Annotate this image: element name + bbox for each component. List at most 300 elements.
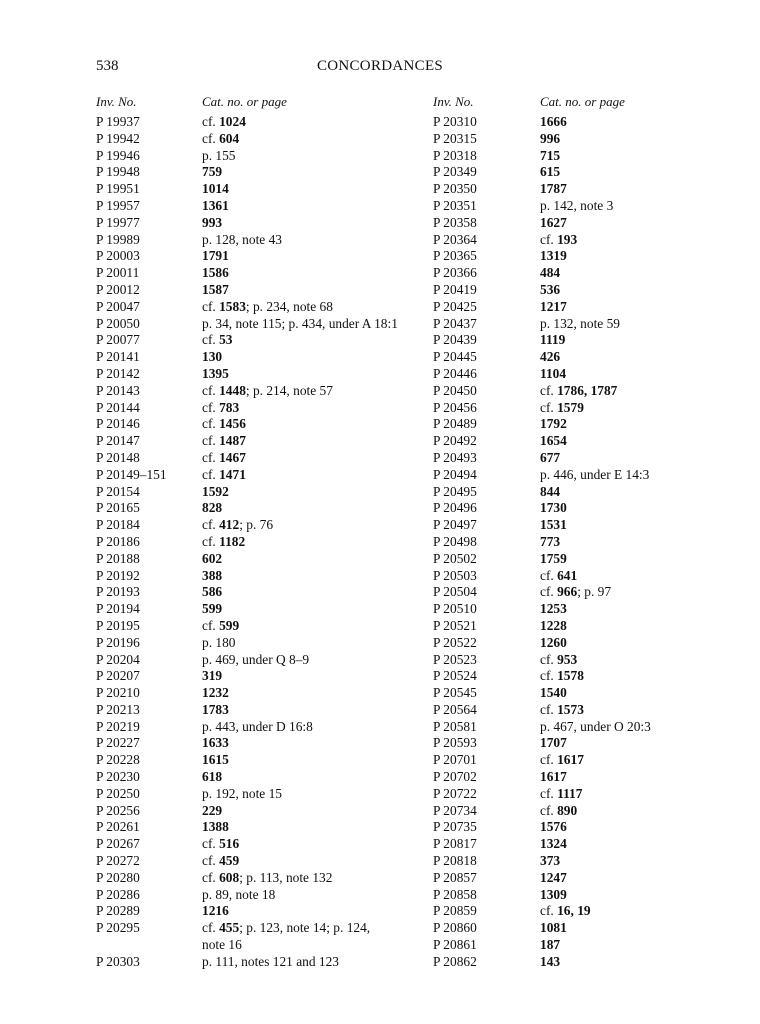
catalogue-reference xyxy=(540,484,703,501)
catalogue-reference xyxy=(202,819,426,836)
concordance-row xyxy=(433,114,703,131)
inventory-number: P 20492 xyxy=(433,433,477,449)
concordance-row xyxy=(433,332,703,349)
right-column xyxy=(433,94,703,971)
catalogue-number: 516 xyxy=(219,836,240,852)
reference-text: p. 192, note 15 xyxy=(202,785,282,801)
concordance-row xyxy=(433,383,703,400)
catalogue-reference xyxy=(540,635,703,652)
inventory-number: P 20256 xyxy=(96,802,140,818)
concordance-row xyxy=(433,467,703,484)
inventory-number: P 20497 xyxy=(433,517,477,533)
catalogue-number: 586 xyxy=(202,584,223,600)
inventory-number: P 20860 xyxy=(433,920,477,936)
concordance-row xyxy=(96,551,426,568)
catalogue-reference xyxy=(202,148,426,165)
catalogue-number: 1792 xyxy=(540,416,567,432)
reference-text: p. 128, note 43 xyxy=(202,231,282,247)
inventory-number: P 20219 xyxy=(96,718,140,734)
catalogue-reference xyxy=(540,383,703,400)
catalogue-reference xyxy=(202,366,426,383)
concordance-row xyxy=(433,215,703,232)
reference-text: cf. xyxy=(540,399,558,415)
inventory-number: P 19942 xyxy=(96,130,140,146)
catalogue-number: 890 xyxy=(557,802,578,818)
catalogue-reference xyxy=(202,853,426,870)
concordance-row xyxy=(96,164,426,181)
catalogue-reference xyxy=(540,349,703,366)
catalogue-reference xyxy=(540,853,703,870)
catalogue-reference xyxy=(202,954,426,971)
inventory-number: P 20227 xyxy=(96,735,140,751)
catalogue-number: 1586 xyxy=(202,265,229,281)
inventory-number: P 20437 xyxy=(433,315,477,331)
reference-text: p. 111, notes 121 and 123 xyxy=(202,953,339,969)
inventory-number: P 20358 xyxy=(433,214,477,230)
reference-text: ; p. 76 xyxy=(239,517,274,533)
concordance-row xyxy=(433,870,703,887)
inventory-number: P 20194 xyxy=(96,601,140,617)
inventory-number: P 20510 xyxy=(433,601,477,617)
cat-no-header: Cat. no. or page xyxy=(202,94,287,109)
inventory-number: P 20141 xyxy=(96,349,140,365)
inventory-number: P 20859 xyxy=(433,903,477,919)
inventory-number: P 20318 xyxy=(433,147,477,163)
inventory-number: P 20862 xyxy=(433,953,477,969)
concordance-row xyxy=(433,635,703,652)
catalogue-number: 388 xyxy=(202,567,223,583)
inventory-number: P 20210 xyxy=(96,685,140,701)
concordance-row xyxy=(433,349,703,366)
catalogue-reference xyxy=(540,652,703,669)
catalogue-number: 1540 xyxy=(540,685,567,701)
catalogue-reference xyxy=(540,903,703,920)
catalogue-reference xyxy=(540,887,703,904)
concordance-row xyxy=(433,248,703,265)
inventory-number: P 20818 xyxy=(433,853,477,869)
catalogue-reference xyxy=(540,618,703,635)
inventory-number: P 20186 xyxy=(96,533,140,549)
reference-text: cf. xyxy=(540,382,558,398)
column-header-row xyxy=(433,94,703,114)
catalogue-number: 783 xyxy=(219,399,240,415)
inventory-number: P 20366 xyxy=(433,265,477,281)
catalogue-number: 599 xyxy=(202,601,223,617)
catalogue-number: 1388 xyxy=(202,819,229,835)
catalogue-number: 1666 xyxy=(540,114,567,129)
catalogue-number: 1578 xyxy=(557,668,584,684)
concordance-row xyxy=(433,282,703,299)
inventory-number: P 20143 xyxy=(96,382,140,398)
reference-text: cf. xyxy=(202,332,220,348)
inventory-number: P 20154 xyxy=(96,483,140,499)
left-column xyxy=(96,94,426,971)
concordance-row xyxy=(433,164,703,181)
catalogue-number: 187 xyxy=(540,937,561,953)
catalogue-number: 1579 xyxy=(557,399,584,415)
catalogue-number: 1707 xyxy=(540,735,567,751)
catalogue-number: 1786, 1787 xyxy=(557,382,618,398)
catalogue-number: 1617 xyxy=(540,769,567,785)
catalogue-number: 1117 xyxy=(557,785,583,801)
catalogue-reference xyxy=(202,316,426,333)
inventory-number: P 20228 xyxy=(96,752,140,768)
concordance-row xyxy=(433,299,703,316)
catalogue-number: 412 xyxy=(219,517,240,533)
catalogue-reference xyxy=(202,232,426,249)
catalogue-number: 1260 xyxy=(540,634,567,650)
inventory-number: P 20050 xyxy=(96,315,140,331)
reference-text: cf. xyxy=(202,533,220,549)
catalogue-reference xyxy=(202,618,426,635)
catalogue-reference xyxy=(202,349,426,366)
reference-text: ; p. 97 xyxy=(577,584,612,600)
concordance-row xyxy=(433,484,703,501)
inventory-number: P 20012 xyxy=(96,281,140,297)
catalogue-reference xyxy=(540,685,703,702)
catalogue-reference xyxy=(202,786,426,803)
concordance-row xyxy=(433,887,703,904)
concordance-row xyxy=(433,366,703,383)
catalogue-number: 844 xyxy=(540,483,561,499)
concordance-row xyxy=(96,752,426,769)
inventory-number: P 20495 xyxy=(433,483,477,499)
inventory-number: P 20817 xyxy=(433,836,477,852)
catalogue-number: 1309 xyxy=(540,886,567,902)
catalogue-number: 193 xyxy=(557,231,578,247)
catalogue-number: 1324 xyxy=(540,836,567,852)
concordance-row xyxy=(96,836,426,853)
catalogue-reference xyxy=(202,735,426,752)
inventory-number: P 20503 xyxy=(433,567,477,583)
concordance-row xyxy=(96,769,426,786)
concordance-row xyxy=(433,903,703,920)
catalogue-reference xyxy=(540,366,703,383)
concordance-row xyxy=(433,752,703,769)
catalogue-number: 536 xyxy=(540,281,561,297)
catalogue-reference xyxy=(202,484,426,501)
catalogue-reference xyxy=(540,836,703,853)
concordance-row xyxy=(96,366,426,383)
concordance-row xyxy=(96,383,426,400)
inventory-number: P 20207 xyxy=(96,668,140,684)
concordance-row xyxy=(433,668,703,685)
catalogue-number: 759 xyxy=(202,164,223,180)
concordance-row xyxy=(96,568,426,585)
concordance-row xyxy=(96,299,426,316)
reference-text: cf. xyxy=(540,668,558,684)
inventory-number: P 20193 xyxy=(96,584,140,600)
catalogue-reference xyxy=(540,551,703,568)
inventory-number: P 20493 xyxy=(433,449,477,465)
concordance-row xyxy=(96,853,426,870)
concordance-row xyxy=(96,870,426,887)
reference-text: cf. xyxy=(202,920,220,936)
catalogue-number: 373 xyxy=(540,853,561,869)
catalogue-reference xyxy=(202,551,426,568)
reference-text: cf. xyxy=(202,853,220,869)
catalogue-number: 677 xyxy=(540,449,561,465)
reference-text: cf. xyxy=(202,382,220,398)
catalogue-reference xyxy=(202,164,426,181)
inventory-number: P 20857 xyxy=(433,869,477,885)
catalogue-reference xyxy=(202,702,426,719)
inventory-number: P 20349 xyxy=(433,164,477,180)
catalogue-reference xyxy=(202,433,426,450)
catalogue-reference xyxy=(540,786,703,803)
catalogue-number: 1583 xyxy=(219,298,246,314)
inventory-number: P 20195 xyxy=(96,617,140,633)
inv-no-header: Inv. No. xyxy=(96,94,137,109)
catalogue-reference xyxy=(202,903,426,920)
catalogue-reference xyxy=(202,534,426,551)
concordance-row xyxy=(433,517,703,534)
catalogue-reference xyxy=(540,954,703,971)
reference-text: p. 443, under D 16:8 xyxy=(202,718,313,734)
concordance-row xyxy=(433,450,703,467)
reference-text: ; p. 123, note 14; p. 124, xyxy=(239,920,371,936)
inventory-number: P 20011 xyxy=(96,265,140,281)
catalogue-number: 229 xyxy=(202,802,223,818)
catalogue-number: 1024 xyxy=(219,114,246,129)
catalogue-reference xyxy=(202,198,426,215)
inventory-number: P 20315 xyxy=(433,130,477,146)
catalogue-reference xyxy=(202,131,426,148)
catalogue-number: 1119 xyxy=(540,332,566,348)
catalogue-number: 828 xyxy=(202,500,223,516)
catalogue-number: 1361 xyxy=(202,197,229,213)
catalogue-number: 455 xyxy=(219,920,240,936)
catalogue-reference xyxy=(202,870,426,887)
catalogue-reference xyxy=(540,920,703,937)
reference-text: ; p. 113, note 132 xyxy=(239,869,333,885)
catalogue-reference xyxy=(202,215,426,232)
inventory-number: P 19957 xyxy=(96,197,140,213)
inventory-number: P 19946 xyxy=(96,147,140,163)
concordance-row xyxy=(96,450,426,467)
inventory-number: P 20146 xyxy=(96,416,140,432)
catalogue-number: 604 xyxy=(219,130,240,146)
catalogue-reference xyxy=(540,181,703,198)
catalogue-reference xyxy=(202,332,426,349)
concordance-row xyxy=(96,887,426,904)
concordance-row xyxy=(433,836,703,853)
catalogue-number: 1759 xyxy=(540,550,567,566)
inventory-number: P 20188 xyxy=(96,550,140,566)
reference-text: p. 180 xyxy=(202,634,236,650)
inventory-number: P 20267 xyxy=(96,836,140,852)
catalogue-number: 953 xyxy=(557,651,578,667)
catalogue-number: 1783 xyxy=(202,701,229,717)
catalogue-number: 459 xyxy=(219,853,240,869)
concordance-row xyxy=(433,265,703,282)
concordance-row xyxy=(433,769,703,786)
catalogue-reference xyxy=(202,517,426,534)
concordance-row xyxy=(433,735,703,752)
inventory-number: P 20545 xyxy=(433,685,477,701)
inv-no-header: Inv. No. xyxy=(433,94,474,109)
reference-text: ; p. 234, note 68 xyxy=(245,298,333,314)
reference-text: p. 467, under O 20:3 xyxy=(540,718,651,734)
reference-text: cf. xyxy=(202,449,220,465)
catalogue-reference xyxy=(202,635,426,652)
concordance-row xyxy=(433,400,703,417)
inventory-number: P 19989 xyxy=(96,231,140,247)
concordance-row xyxy=(96,601,426,618)
catalogue-reference xyxy=(540,450,703,467)
concordance-row xyxy=(96,920,426,937)
inventory-number: P 20861 xyxy=(433,937,477,953)
catalogue-reference xyxy=(540,500,703,517)
inventory-number: P 19937 xyxy=(96,114,140,129)
catalogue-number: 602 xyxy=(202,550,223,566)
catalogue-number: 484 xyxy=(540,265,561,281)
catalogue-reference xyxy=(540,819,703,836)
catalogue-reference xyxy=(540,735,703,752)
catalogue-number: 1104 xyxy=(540,365,567,381)
catalogue-reference xyxy=(540,668,703,685)
reference-text: cf. xyxy=(540,651,558,667)
concordance-row xyxy=(433,803,703,820)
catalogue-number: 1456 xyxy=(219,416,246,432)
catalogue-number: 996 xyxy=(540,130,561,146)
catalogue-reference xyxy=(540,937,703,954)
reference-text: cf. xyxy=(540,752,558,768)
inventory-number: P 20524 xyxy=(433,668,477,684)
inventory-number: P 20445 xyxy=(433,349,477,365)
catalogue-reference xyxy=(540,568,703,585)
catalogue-number: 608 xyxy=(219,869,240,885)
catalogue-reference xyxy=(202,937,426,954)
concordance-row xyxy=(433,601,703,618)
catalogue-reference xyxy=(540,232,703,249)
reference-text: p. 142, note 3 xyxy=(540,197,614,213)
inventory-number: P 20496 xyxy=(433,500,477,516)
catalogue-number: 426 xyxy=(540,349,561,365)
inventory-number: P 20310 xyxy=(433,114,477,129)
concordance-row xyxy=(96,534,426,551)
catalogue-reference xyxy=(540,400,703,417)
reference-text: cf. xyxy=(202,466,220,482)
catalogue-number: 1531 xyxy=(540,517,567,533)
catalogue-reference xyxy=(540,248,703,265)
catalogue-reference xyxy=(540,517,703,534)
inventory-number: P 20504 xyxy=(433,584,477,600)
reference-text: cf. xyxy=(202,836,220,852)
concordance-row xyxy=(96,517,426,534)
catalogue-number: 715 xyxy=(540,147,561,163)
reference-text: p. 34, note 115; p. 434, under A 18:1 xyxy=(202,315,398,331)
concordance-row xyxy=(96,803,426,820)
inventory-number: P 20286 xyxy=(96,886,140,902)
inventory-number: P 20204 xyxy=(96,651,140,667)
inventory-number: P 19948 xyxy=(96,164,140,180)
inventory-number: P 20564 xyxy=(433,701,477,717)
inventory-number: P 20523 xyxy=(433,651,477,667)
catalogue-reference xyxy=(202,248,426,265)
inventory-number: P 20272 xyxy=(96,853,140,869)
concordance-row xyxy=(433,954,703,971)
inventory-number: P 20303 xyxy=(96,953,140,969)
catalogue-number: 773 xyxy=(540,533,561,549)
inventory-number: P 20419 xyxy=(433,281,477,297)
concordance-row xyxy=(433,685,703,702)
inventory-number: P 20142 xyxy=(96,365,140,381)
catalogue-number: 1576 xyxy=(540,819,567,835)
catalogue-number: 1627 xyxy=(540,214,567,230)
concordance-row xyxy=(96,652,426,669)
inventory-number: P 20446 xyxy=(433,365,477,381)
reference-text: cf. xyxy=(202,617,220,633)
inventory-number: P 20365 xyxy=(433,248,477,264)
catalogue-number: 1467 xyxy=(219,449,246,465)
catalogue-number: 1228 xyxy=(540,617,567,633)
concordance-row xyxy=(433,534,703,551)
catalogue-number: 1573 xyxy=(557,701,584,717)
inventory-number: P 20148 xyxy=(96,449,140,465)
catalogue-number: 319 xyxy=(202,668,223,684)
concordance-row xyxy=(433,853,703,870)
inventory-number: P 20261 xyxy=(96,819,140,835)
catalogue-number: 1014 xyxy=(202,181,229,197)
catalogue-reference xyxy=(540,803,703,820)
inventory-number: P 20144 xyxy=(96,399,140,415)
reference-text: cf. xyxy=(202,517,220,533)
concordance-row xyxy=(96,416,426,433)
reference-text: cf. xyxy=(202,399,220,415)
catalogue-number: 1182 xyxy=(219,533,246,549)
catalogue-reference xyxy=(540,702,703,719)
catalogue-reference xyxy=(540,534,703,551)
catalogue-number: 1319 xyxy=(540,248,567,264)
catalogue-number: 1615 xyxy=(202,752,229,768)
reference-text: cf. xyxy=(202,416,220,432)
concordance-row xyxy=(96,702,426,719)
catalogue-reference xyxy=(202,400,426,417)
catalogue-reference xyxy=(540,198,703,215)
catalogue-number: 53 xyxy=(219,332,233,348)
inventory-number: P 20498 xyxy=(433,533,477,549)
catalogue-reference xyxy=(202,416,426,433)
catalogue-reference xyxy=(540,215,703,232)
concordance-row xyxy=(433,232,703,249)
concordance-row xyxy=(433,148,703,165)
catalogue-reference xyxy=(540,282,703,299)
catalogue-reference xyxy=(540,332,703,349)
concordance-row xyxy=(96,198,426,215)
inventory-number: P 20593 xyxy=(433,735,477,751)
catalogue-reference xyxy=(540,148,703,165)
concordance-row xyxy=(433,618,703,635)
concordance-row xyxy=(96,954,426,971)
catalogue-number: 1253 xyxy=(540,601,567,617)
column-header-row xyxy=(96,94,426,114)
concordance-row xyxy=(433,584,703,601)
concordance-row xyxy=(433,433,703,450)
concordance-row xyxy=(433,786,703,803)
catalogue-reference xyxy=(202,584,426,601)
catalogue-number: 1081 xyxy=(540,920,567,936)
inventory-number: P 20003 xyxy=(96,248,140,264)
catalogue-reference xyxy=(202,652,426,669)
concordance-row xyxy=(96,248,426,265)
reference-text: cf. xyxy=(202,114,220,129)
concordance-row xyxy=(433,568,703,585)
catalogue-number: 618 xyxy=(202,769,223,785)
catalogue-number: 16, 19 xyxy=(557,903,591,919)
catalogue-reference xyxy=(202,803,426,820)
catalogue-number: 1216 xyxy=(202,903,229,919)
